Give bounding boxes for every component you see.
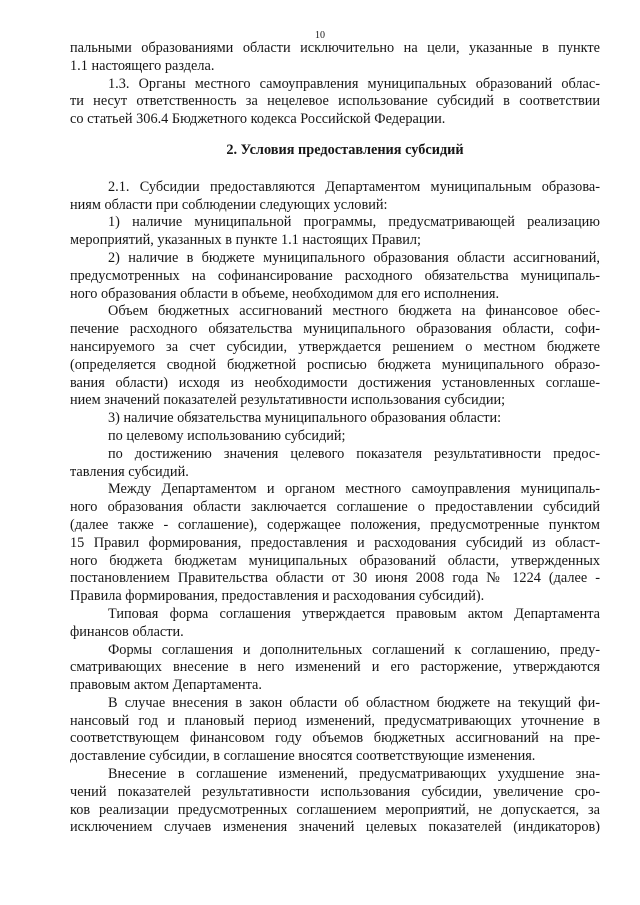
text-line: соответствующем финансовом году объемов бюджетных ассигнований на пре- xyxy=(70,730,600,747)
text-line: Внесение в соглашение изменений, предусматривающих ухудшение зна- xyxy=(108,766,600,783)
text-line: по целевому использованию субсидий; xyxy=(108,427,346,444)
text-line: ного образования области в объеме, необходимом для его исполнения. xyxy=(70,285,500,302)
text-line: В случае внесения в закон области об областном бюджете на текущий фи- xyxy=(108,694,600,711)
text-line: вания области) исходя из необходимости достижения установленных соглаше- xyxy=(70,374,600,391)
text-line: 1.3. Органы местного самоуправления муниципальных образований облас- xyxy=(108,75,600,92)
text-line: 1) наличие муниципальной программы, предусматривающей реализацию xyxy=(108,214,600,231)
text-line: исключением случаев изменения значений целевых показателей (индикаторов) xyxy=(70,819,600,836)
text-line: ного бюджета бюджетам муниципальных образований области, утвержденных xyxy=(70,552,600,569)
text-line: 2.1. Субсидии предоставляются Департаментом муниципальным образова- xyxy=(108,178,600,195)
text-line: со статьей 306.4 Бюджетного кодекса Российской Федерации. xyxy=(70,111,446,128)
page-number: 10 xyxy=(315,30,325,41)
text-line: (определяется сводной бюджетной росписью бюджета муниципального образо- xyxy=(70,356,600,373)
text-line: 15 Правил формирования, предоставления и расходования субсидий из област- xyxy=(70,534,600,551)
document-body xyxy=(70,40,600,837)
text-line: пальными образованиями области исключительно на цели, указанные в пункте xyxy=(70,40,600,56)
text-line: сматривающих внесение в него изменений и его расторжение, утверждаются xyxy=(70,659,600,676)
text-line: по достижению значения целевого показателя результативности предос- xyxy=(108,445,600,462)
text-line: Типовая форма соглашения утверждается правовым актом Департамента xyxy=(108,605,600,622)
section-heading: 2. Условия предоставления субсидий xyxy=(226,141,464,158)
text-line: Между Департаментом и органом местного самоуправления муниципаль- xyxy=(108,481,600,498)
text-line: Формы соглашения и дополнительных соглашений к соглашению, преду- xyxy=(108,641,600,658)
text-line: тавления субсидий. xyxy=(70,463,189,480)
text-line: финансов области. xyxy=(70,623,184,640)
text-line: Правила формирования, предоставления и расходования субсидий). xyxy=(70,588,485,605)
text-line: 3) наличие обязательства муниципального образования области: xyxy=(108,410,502,427)
section-1-tail xyxy=(70,40,600,129)
text-line: ков реализации предусмотренных соглашением мероприятий, не допускается, за xyxy=(70,801,600,818)
text-line: 2) наличие в бюджете муниципального образования области ассигнований, xyxy=(108,249,600,266)
text-line: предусмотренных на софинансирование расходного обязательства муниципаль- xyxy=(70,267,600,284)
text-line: 1.1 настоящего раздела. xyxy=(70,57,215,74)
text-line: нансовый год и плановый период изменений, предусматривающих уточнение в xyxy=(70,712,600,729)
text-line: мероприятий, указанных в пункте 1.1 настоящих Правил; xyxy=(70,232,421,249)
text-line: Объем бюджетных ассигнований местного бюджета на финансовое обес- xyxy=(108,303,600,320)
text-line: нансируемого за счет субсидии, утверждается решением о местном бюджете xyxy=(70,338,600,355)
text-line: чений показателей результативности использования субсидии, увеличение сро- xyxy=(70,783,600,800)
text-line: ного образования области заключается соглашение о предоставлении субсидий xyxy=(70,499,600,516)
text-line: доставление субсидии, в соглашение вносятся соответствующие изменения. xyxy=(70,748,536,765)
text-line: нием значений показателей результативности использования субсидии; xyxy=(70,392,506,409)
text-line: ти несут ответственность за нецелевое использование субсидий в соответствии xyxy=(70,93,600,110)
text-line: ниям области при соблюдении следующих условий: xyxy=(70,196,388,213)
text-line: (далее также - соглашение), содержащее положения, предусмотренные пунктом xyxy=(70,516,600,533)
text-line: правовым актом Департамента. xyxy=(70,677,262,694)
text-line: печение расходного обязательства муниципального образования области, софи- xyxy=(70,321,600,338)
section-2-body xyxy=(70,179,600,837)
text-line: постановлением Правительства области от 30 июня 2008 года № 1224 (далее - xyxy=(70,570,600,587)
